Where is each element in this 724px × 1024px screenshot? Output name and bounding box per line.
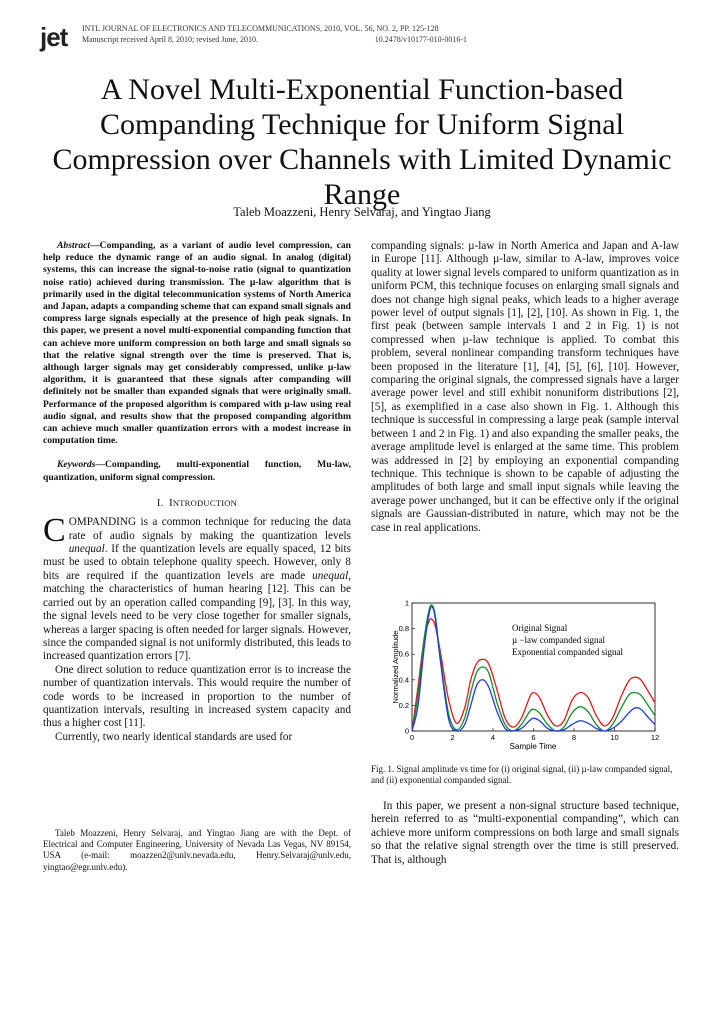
figure-1: [371, 595, 679, 755]
paper-title: A Novel Multi-Exponential Function-based Companding Technique for Uniform Signal Compression over Channels with Limited Dynamic Range: [52, 73, 672, 211]
right-paragraph-2: In this paper, we present a non-signal structure based technique, herein referred to as “multi-exponential companding”, which can achieve more uniform compressions on both large and small signals so that the relative signal strength over the time is still preserved. That is, although: [371, 800, 679, 866]
abstract: [43, 240, 351, 447]
y-tick-label: 0.4: [398, 675, 409, 685]
right-paragraph-1: companding signals: µ-law in North America and Japan and A-law in Europe [11]. Although µ-law, similar to A-law, improves voice quality at lower signal levels compared to uniform quantization as in uniform PCM, this technique focuses on enlarging small signals and does not change high signal peaks, which leads to a higher average power level of output signals [1], [2], [10]. As shown in Fig. 1, the first peak (between sample intervals 1 and 2 in Fig. 1) is not compressed when µ-law technique is applied. To combat this problem, several nonlinear companding transform techniques have been proposed in the literature [1], [4], [5], [6], [10]. However, comparing the original signals, the compressed signals have a larger average power level and still exhibit nonuniform distributions [2], [5], as exemplified in a case also shown in Fig. 1. Although this technique is successful in compressing a large peak (sample interval between 1 and 2 in Fig. 1) and also expanding the smaller peaks, the average amplitude level is enlarged at the same time. This problem was addressed in [2] by employing an exponential companding technique. This technique is shown to be capable of adjusting the amplitudes of both large and small input signals while leaving the average power unchanged, but it can be effective only if the original signals are Gaussian-distributed in nature, which may not be the case in real applications.: [371, 240, 679, 534]
section-heading-introduction: [43, 497, 351, 510]
y-tick-label: 0.8: [398, 624, 409, 634]
keywords: [43, 459, 351, 483]
chart-xlabel: Sample Time: [509, 742, 557, 751]
legend-mu-law-signal: µ −law companded signal: [512, 635, 605, 645]
intro-p1-emphasis-2: unequal: [312, 569, 349, 582]
manuscript-line-row: [82, 35, 467, 44]
x-tick-label: 8: [571, 733, 577, 742]
abstract-label: Abstract: [57, 240, 91, 251]
section-title-first-letter: I: [169, 497, 173, 509]
x-tick-label: 10: [610, 733, 619, 742]
doi-text: 10.2478/v10177-010-0016-1: [374, 35, 467, 44]
y-tick-label: 1: [404, 598, 409, 608]
author-footnote: Taleb Moazzeni, Henry Selvaraj, and Yingtao Jiang are with the Dept. of Electrical and Computer Engineering, University of Nevada Las Vegas, NV 89154, USA (e-mail: moazzen2@unlv.nevada.edu, Henry.Selvaraj@unlv.edu, yingtao@egr.unlv.edu).: [43, 828, 351, 872]
paper-authors: Taleb Moazzeni, Henry Selvaraj, and Yingtao Jiang: [233, 205, 491, 219]
x-tick-label: 4: [490, 733, 496, 742]
section-title-rest: NTRODUCTION: [172, 497, 238, 508]
intro-paragraph-3: Currently, two nearly identical standards are used for: [55, 730, 293, 743]
intro-paragraph-2: One direct solution to reduce quantization error is to increase the number of quantization intervals. This would require the number of code words to be increased in proportion to the number of quantization intervals, resulting in increased system capacity and thus a higher cost [11].: [43, 663, 351, 730]
drop-cap: C: [43, 512, 66, 550]
y-tick-label: 0: [404, 726, 409, 736]
journal-header-line: INTL JOURNAL OF ELECTRONICS AND TELECOMMUNICATIONS, 2010, VOL. 56, NO. 2, PP. 125-128: [82, 24, 439, 33]
intro-p1-emphasis-1: unequal: [68, 543, 105, 556]
y-tick-label: 0.2: [398, 700, 409, 710]
legend-exponential-signal: Exponential companded signal: [512, 647, 623, 657]
figure-1-caption: Fig. 1. Signal amplitude vs time for (i) original signal, (ii) µ-law companded signal, and (ii) exponential companded signal.: [371, 764, 673, 786]
x-tick-label: 6: [531, 733, 536, 742]
legend-original-signal: Original Signal: [512, 623, 568, 633]
left-column: [43, 240, 351, 744]
right-column-text: [371, 240, 679, 535]
intro-p1-tail: , matching the characteristics of human hearing [12]. This can be carried out by an operation called companding [9], [3]. In this way, the signal levels need to be very close together for smaller signals, whereas a larger spacing is often needed for larger signals. However, since the companded signal is not uniformly distributed, this leads to increased quantization errors [7].: [43, 569, 351, 663]
chart-ylabel: Normalized Amplitude: [391, 630, 400, 704]
x-tick-label: 12: [650, 733, 660, 742]
intro-p1-lead: OMPANDING is a common technique for reducing the data rate of audio signals by making the quantization levels: [68, 516, 351, 542]
intro-paragraph-1: [43, 512, 351, 663]
abstract-text: —Companding, as a variant of audio level compression, can help reduce the dynamic range of an audio signal. In analog (digital) systems, this can increase the signal-to-noise ratio (signal to quantization noise ratio) achieved during transmission. The µ-law algorithm that is primarily used in the digital telecommunication systems of North America and Japan, adapts a companding scheme that can expand small signals and compress large signals especially at the presence of high peak signals. In this paper, we present a novel multi-exponential companding function that can achieve more uniform compression on both large and small signals so that the relative signal strength over the time is preserved. That is, although larger signals may get considerably compressed, unlike µ-law algorithm, it is guaranteed that these signals after companding will definitely not be smaller than expanded signals that were originally small. Performance of the proposed algorithm is compared with µ-law using real audio signal, and results show that the proposed companding algorithm can achieve much smaller quantization errors with a modest increase in computation time.: [43, 240, 351, 447]
keywords-text: —Companding, multi-exponential function, Mu-law, quantization, uniform signal compression.: [43, 459, 351, 483]
signal-amplitude-chart: [371, 595, 679, 755]
journal-logo: jet: [40, 22, 68, 52]
y-tick-label: 0.6: [398, 649, 409, 659]
section-number: I.: [156, 497, 164, 509]
x-tick-label: 2: [450, 733, 455, 742]
keywords-label: Keywords: [57, 459, 96, 471]
x-tick-label: 0: [409, 733, 415, 742]
manuscript-received-line: Manuscript received April 8, 2010; revised June, 2010.: [82, 35, 258, 44]
intro-p1-mid: . If the quantization levels are equally spaced, 12 bits must be used to obtain telephone quality speech. However, only 8 bits are required if the quantization levels are made: [43, 543, 351, 582]
